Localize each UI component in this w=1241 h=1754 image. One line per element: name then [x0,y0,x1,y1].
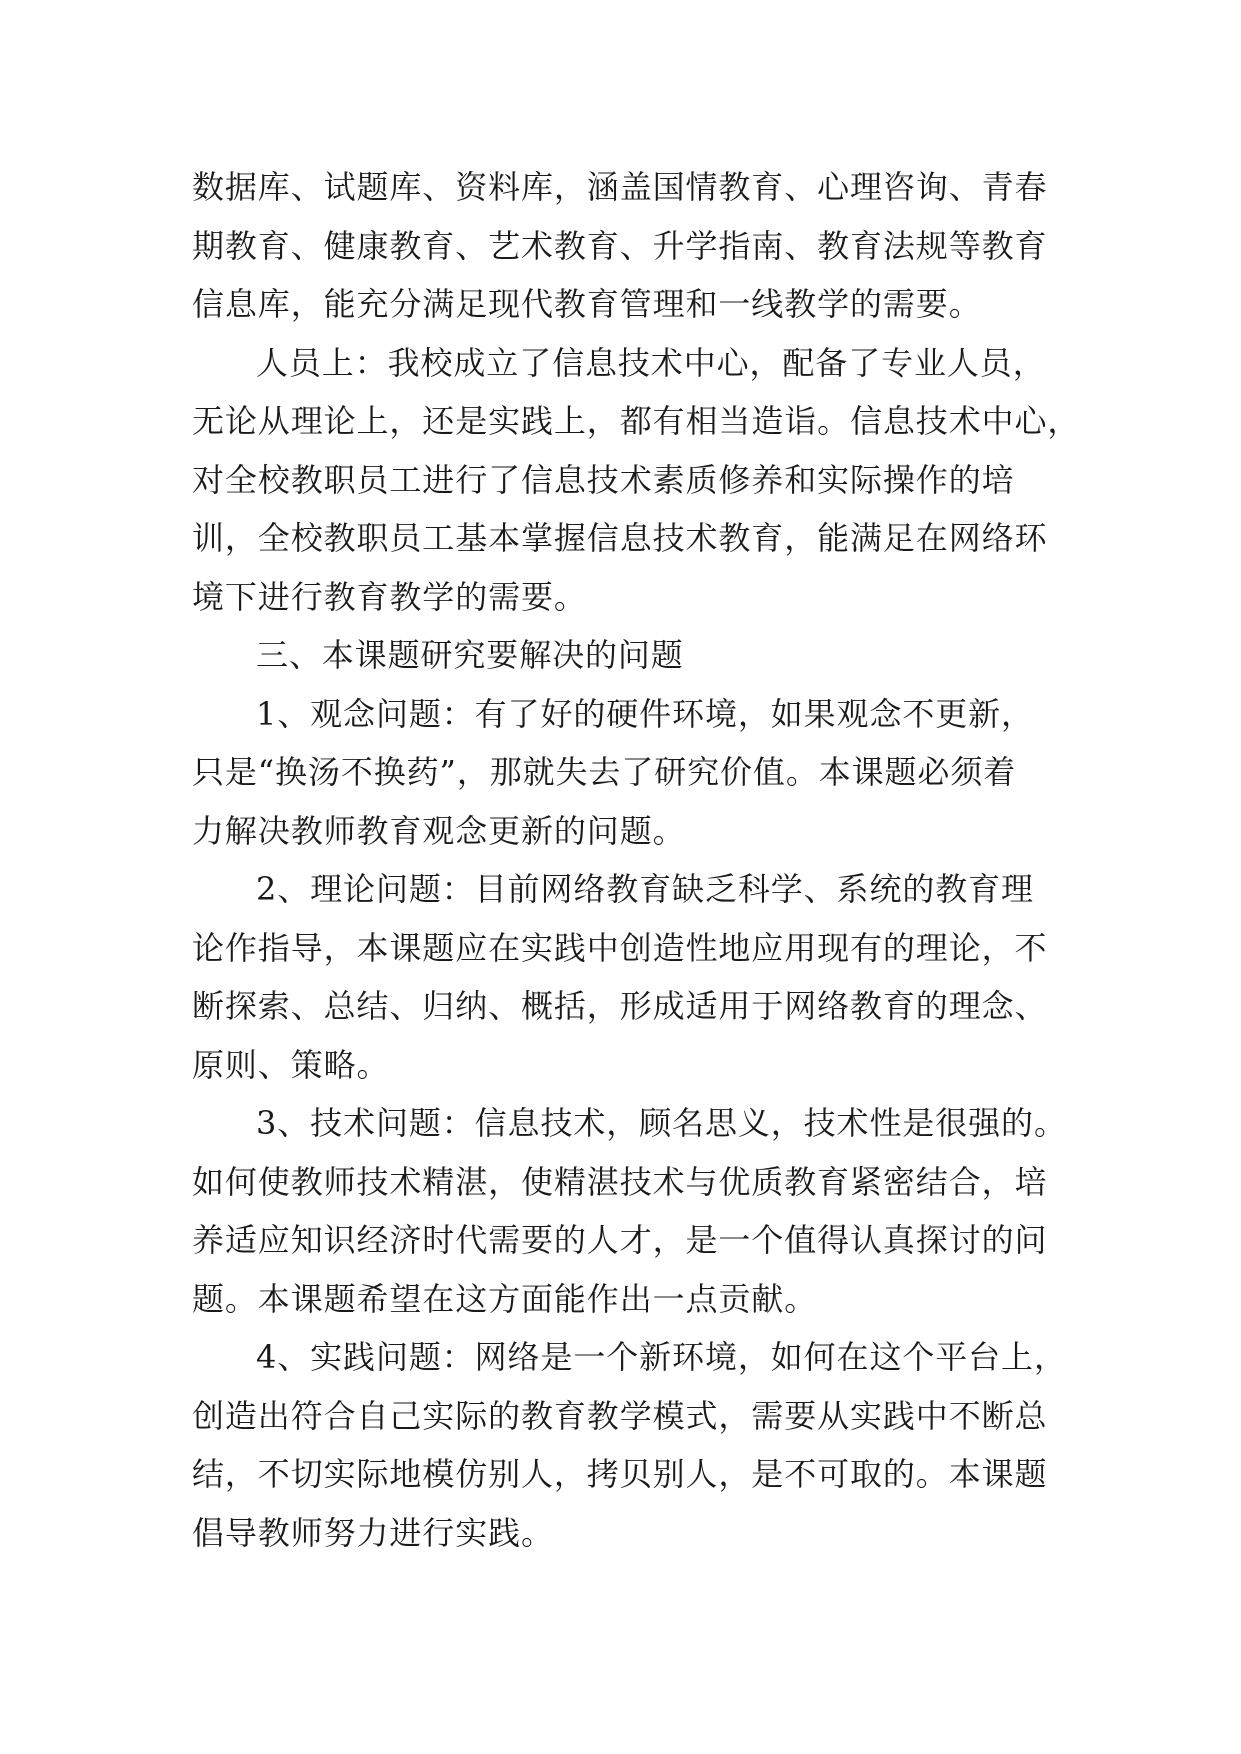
text-line: 结，不切实际地模仿别人，拷贝别人，是不可取的。本课题 [192,1455,1048,1493]
text-line: 三、本课题研究要解决的问题 [256,636,684,674]
text-line: 断探索、总结、归纳、概括，形成适用于网络教育的理念、 [192,987,1048,1025]
document-body [192,158,1081,1562]
text-line: 如何使教师技术精湛，使精湛技术与优质教育紧密结合，培 [192,1162,1048,1201]
text-line: 倡导教师努力进行实践。 [192,1513,554,1552]
text-line: 1、观念问题：有了好的硬件环境，如果观念不更新， [256,694,1034,733]
text-line: 创造出符合自己实际的教育教学模式，需要从实践中不断总 [192,1396,1048,1435]
text-line: 信息库，能充分满足现代教育管理和一线教学的需要。 [192,285,982,323]
text-line: 数据库、试题库、资料库，涵盖国情教育、心理咨询、青春 [192,168,1048,206]
text-line: 论作指导，本课题应在实践中创造性地应用现有的理论，不 [192,928,1048,967]
text-line: 力解决教师教育观念更新的问题。 [192,811,686,850]
text-line: 只是“换汤不换药”，那就失去了研究价值。本课题必须着 [192,753,1017,791]
text-line: 对全校教职员工进行了信息技术素质修养和实际操作的培 [192,460,1015,499]
text-line: 期教育、健康教育、艺术教育、升学指南、教育法规等教育 [192,226,1048,265]
text-line: 人员上：我校成立了信息技术中心，配备了专业人员， [256,343,1046,382]
text-line: 训，全校教职员工基本掌握信息技术教育，能满足在网络环 [192,519,1048,557]
text-line: 境下进行教育教学的需要。 [192,577,587,616]
text-line: 原则、策略。 [192,1045,390,1084]
text-line: 4、实践问题：网络是一个新环境，如何在这个平台上， [256,1338,1067,1376]
text-line: 题。本课题希望在这方面能作出一点贡献。 [192,1279,818,1318]
text-line: 2、理论问题：目前网络教育缺乏科学、系统的教育理 [256,870,1034,908]
text-line: 无论从理论上，还是实践上，都有相当造诣。信息技术中心， [192,402,1081,440]
text-line: 养适应知识经济时代需要的人才，是一个值得认真探讨的问 [192,1221,1048,1259]
text-line: 3、技术问题：信息技术，顾名思义，技术性是很强的。 [256,1104,1067,1142]
